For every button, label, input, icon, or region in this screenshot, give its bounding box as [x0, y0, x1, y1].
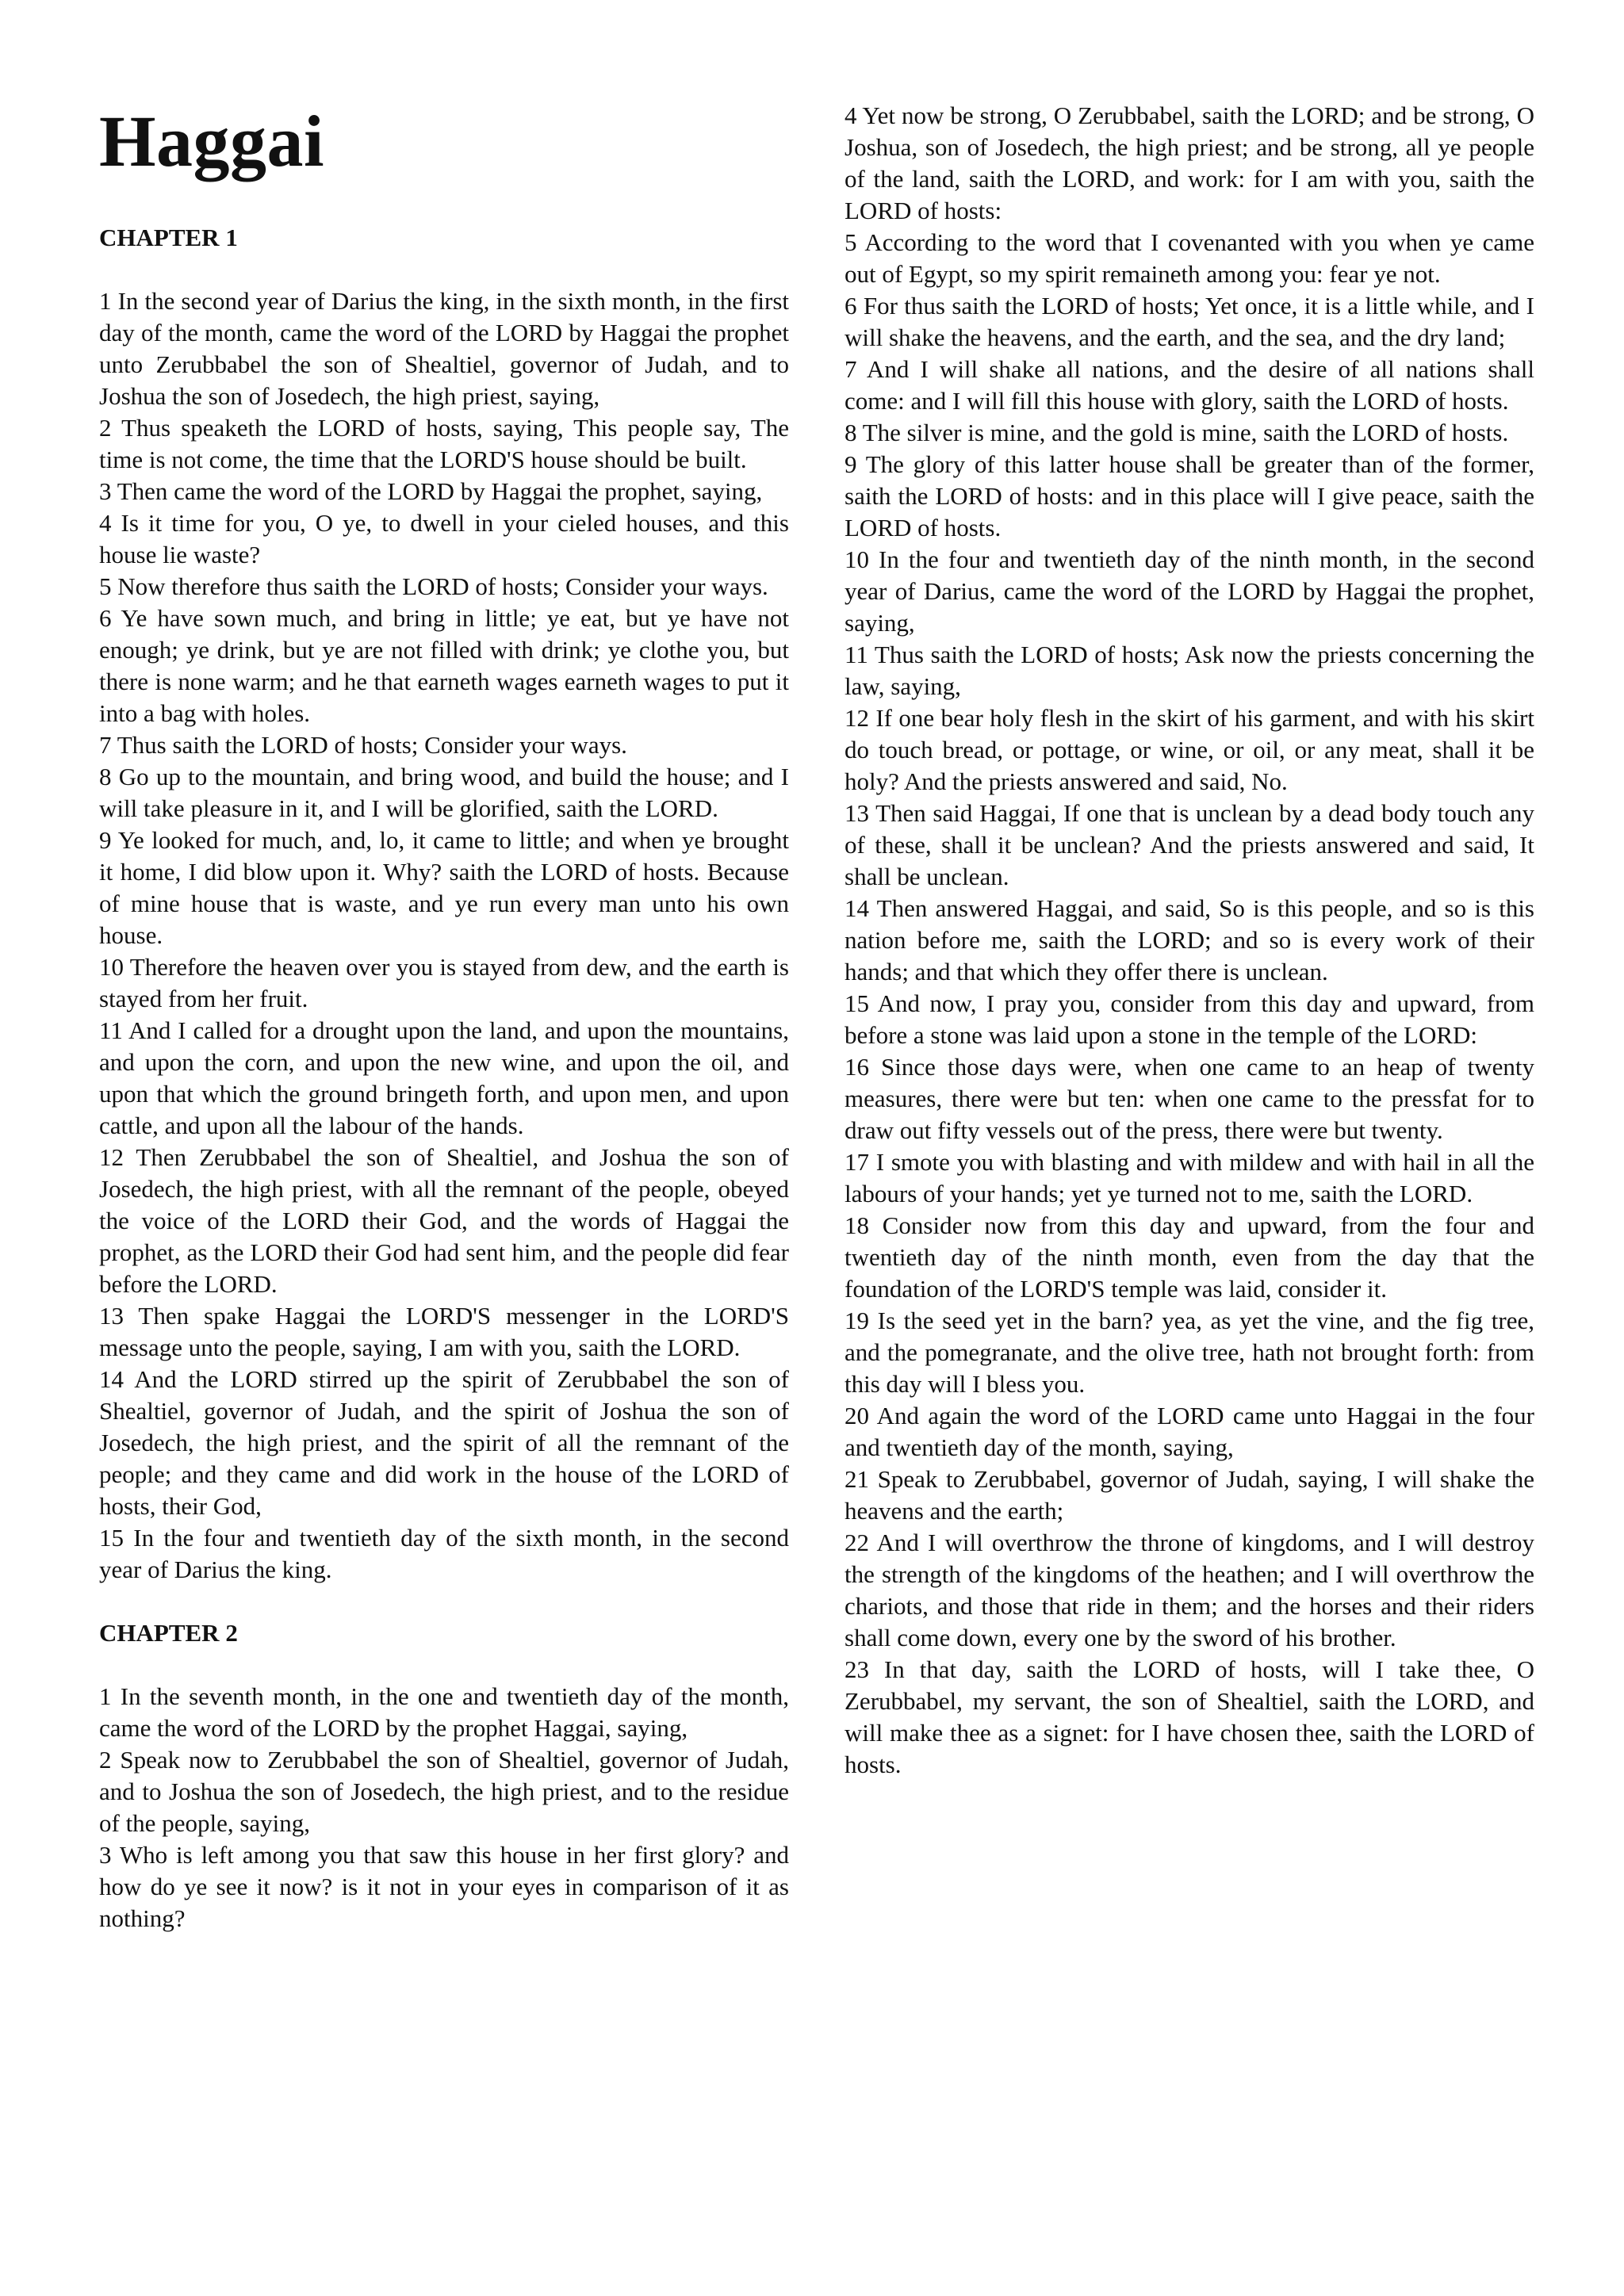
verse: 2 Speak now to Zerubbabel the son of Shealtiel, governor of Judah, and to Joshua the son of Josedech, the high priest, and to the residue of the people, saying, [99, 1746, 789, 1837]
verse: 8 The silver is mine, and the gold is mine, saith the LORD of hosts. [845, 419, 1509, 446]
chapter-1-verses [99, 285, 789, 1586]
verse: 14 Then answered Haggai, and said, So is this people, and so is this nation before me, saith the LORD; and so is every work of their hands; and that which they offer there is unclean. [845, 894, 1534, 985]
chapter-2-heading: CHAPTER 2 [99, 1619, 238, 1647]
verse: 3 Who is left among you that saw this house in her first glory? and how do ye see it now? is it not in your eyes in comparison of it as nothing? [99, 1841, 789, 1932]
right-column [845, 100, 1534, 1781]
chapter-2-verses-right [845, 100, 1534, 1781]
verse: 7 And I will shake all nations, and the desire of all nations shall come: and I will fill this house with glory, saith the LORD of hosts. [845, 355, 1534, 415]
verse: 21 Speak to Zerubbabel, governor of Judah, saying, I will shake the heavens and the earth; [845, 1465, 1534, 1525]
verse: 11 And I called for a drought upon the land, and upon the mountains, and upon the corn, and upon the new wine, and upon the oil, and upon that which the ground bringeth forth, and upon men, and upon cattle, and upon all the labour of the hands. [99, 1016, 789, 1139]
verse: 4 Yet now be strong, O Zerubbabel, saith the LORD; and be strong, O Joshua, son of Josedech, the high priest; and be strong, all ye people of the land, saith the LORD, and work: for I am with you, saith the LORD of hosts: [845, 101, 1534, 224]
verse: 17 I smote you with blasting and with mildew and with hail in all the labours of your hands; yet ye turned not to me, saith the LORD. [845, 1148, 1534, 1207]
verse: 5 Now therefore thus saith the LORD of hosts; Consider your ways. [99, 572, 768, 600]
verse: 3 Then came the word of the LORD by Haggai the prophet, saying, [99, 477, 763, 505]
verse: 16 Since those days were, when one came to an heap of twenty measures, there were but ten: when one came to the pressfat for to draw out fifty vessels out of the press, there were but twenty. [845, 1053, 1534, 1144]
book-title: Haggai [99, 101, 325, 182]
verse: 7 Thus saith the LORD of hosts; Consider your ways. [99, 731, 627, 759]
verse: 20 And again the word of the LORD came unto Haggai in the four and twentieth day of the month, saying, [845, 1402, 1534, 1461]
verse: 1 In the second year of Darius the king, in the sixth month, in the first day of the month, came the word of the LORD by Haggai the prophet unto Zerubbabel the son of Shealtiel, governor of Judah, and to Joshua the son of Josedech, the high priest, saying, [99, 287, 789, 410]
verse: 6 For thus saith the LORD of hosts; Yet once, it is a little while, and I will shake the heavens, and the earth, and the sea, and the dry land; [845, 292, 1534, 351]
verse: 19 Is the seed yet in the barn? yea, as yet the vine, and the fig tree, and the pomegranate, and the olive tree, hath not brought forth: from this day will I bless you. [845, 1307, 1534, 1398]
verse: 12 Then Zerubbabel the son of Shealtiel, and Joshua the son of Josedech, the high priest, with all the remnant of the people, obeyed the voice of the LORD their God, and the words of Haggai the prophet, as the LORD their God had sent him, and the people did fear before the LORD. [99, 1143, 789, 1298]
verse: 15 In the four and twentieth day of the sixth month, in the second year of Darius the king. [99, 1524, 789, 1583]
verse: 13 Then said Haggai, If one that is unclean by a dead body touch any of these, shall it be unclean? And the priests answered and said, It shall be unclean. [845, 799, 1534, 890]
verse: 15 And now, I pray you, consider from this day and upward, from before a stone was laid upon a stone in the temple of the LORD: [845, 989, 1534, 1049]
left-column [99, 101, 789, 1934]
verse: 11 Thus saith the LORD of hosts; Ask now the priests concerning the law, saying, [845, 641, 1534, 700]
verse: 8 Go up to the mountain, and bring wood, and build the house; and I will take pleasure in it, and I will be glorified, saith the LORD. [99, 763, 789, 822]
verse: 9 Ye looked for much, and, lo, it came to little; and when ye brought it home, I did blow upon it. Why? saith the LORD of hosts. Because of mine house that is waste, and ye run every man unto his own house. [99, 826, 789, 949]
verse: 13 Then spake Haggai the LORD'S messenger in the LORD'S message unto the people, saying, I am with you, saith the LORD. [99, 1302, 789, 1361]
verse: 23 In that day, saith the LORD of hosts, will I take thee, O Zerubbabel, my servant, the son of Shealtiel, saith the LORD, and will make thee as a signet: for I have chosen thee, saith the LORD of hosts. [845, 1655, 1534, 1778]
verse: 22 And I will overthrow the throne of kingdoms, and I will destroy the strength of the kingdoms of the heathen; and I will overthrow the chariots, and those that ride in them; and the horses and their riders shall come down, every one by the sword of his brother. [845, 1529, 1534, 1651]
chapter-2-verses-left [99, 1681, 789, 1934]
chapter-1-heading: CHAPTER 1 [99, 224, 238, 251]
verse: 14 And the LORD stirred up the spirit of Zerubbabel the son of Shealtiel, governor of Judah, and the spirit of Joshua the son of Josedech, the high priest, and the spirit of all the remnant of the people; and they came and did work in the house of the LORD of hosts, their God, [99, 1365, 789, 1520]
verse: 4 Is it time for you, O ye, to dwell in your cieled houses, and this house lie waste? [99, 509, 789, 568]
verse: 10 In the four and twentieth day of the ninth month, in the second year of Darius, came the word of the LORD by Haggai the prophet, saying, [845, 545, 1534, 637]
verse: 9 The glory of this latter house shall be greater than of the former, saith the LORD of hosts: and in this place will I give peace, saith the LORD of hosts. [845, 450, 1534, 541]
verse: 18 Consider now from this day and upward, from the four and twentieth day of the ninth month, even from the day that the foundation of the LORD'S temple was laid, consider it. [845, 1211, 1534, 1303]
verse: 1 In the seventh month, in the one and twentieth day of the month, came the word of the LORD by the prophet Haggai, saying, [99, 1682, 789, 1742]
verse: 2 Thus speaketh the LORD of hosts, saying, This people say, The time is not come, the time that the LORD'S house should be built. [99, 414, 789, 473]
verse: 10 Therefore the heaven over you is stayed from dew, and the earth is stayed from her fruit. [99, 953, 789, 1012]
verse: 5 According to the word that I covenanted with you when ye came out of Egypt, so my spirit remaineth among you: fear ye not. [845, 228, 1534, 288]
verse: 12 If one bear holy flesh in the skirt of his garment, and with his skirt do touch bread, or pottage, or wine, or oil, or any meat, shall it be holy? And the priests answered and said, No. [845, 704, 1534, 795]
verse: 6 Ye have sown much, and bring in little; ye eat, but ye have not enough; ye drink, but ye are not filled with drink; ye clothe you, but there is none warm; and he that earneth wages earneth wages to put it into a bag with holes. [99, 604, 789, 727]
